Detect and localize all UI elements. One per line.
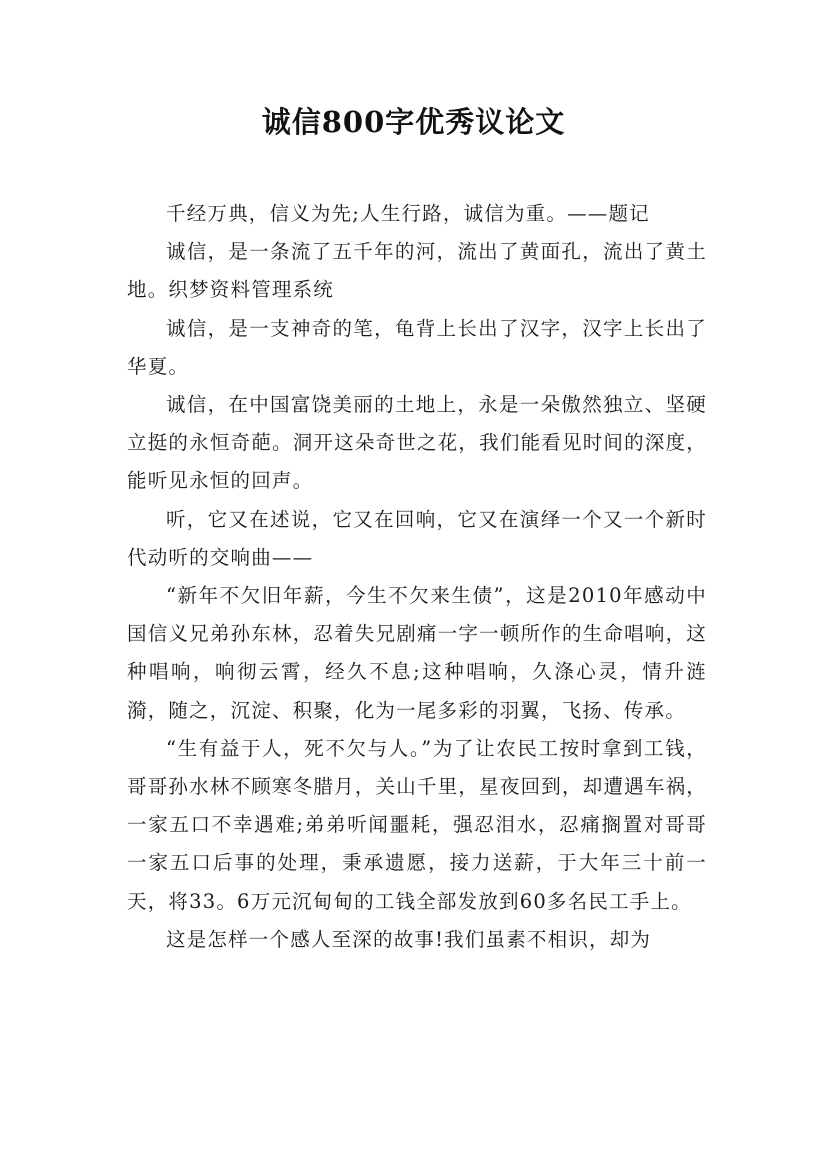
paragraph-touching-story: 这是怎样一个感人至深的故事!我们虽素不相识，却为 bbox=[166, 927, 652, 951]
paragraph-epigraph: 千经万典，信义为先;人生行路，诚信为重。——题记 bbox=[166, 202, 650, 225]
paragraph-flower: 诚信，在中国富饶美丽的土地上，永是一朵傲然独立、坚硬立挺的永恒奇葩。洞开这朵奇世之花，我们能看见时间的深度，能听见永恒的回声。 bbox=[127, 393, 707, 493]
paragraph-sun-shuilin: “生有益于人，死不欠与人。”为了让农民工按时拿到工钱，哥哥孙水林不顾寒冬腊月，关山千里，星夜回到，却遭遇车祸，一家五口不幸遇难;弟弟听闻噩耗，强忍泪水，忍痛搁置对哥哥一家五口后事的处理，秉承遗愿，接力送薪，于大年三十前一天，将33。6万元沉甸甸的工钱全部发放到60多名民工手上。 bbox=[127, 736, 707, 913]
document-title: 诚信800字优秀议论文 bbox=[261, 105, 566, 139]
paragraph-pen: 诚信，是一支神奇的笔，龟背上长出了汉字，汉字上长出了华夏。 bbox=[127, 316, 707, 378]
paragraph-river: 诚信，是一条流了五千年的河，流出了黄面孔，流出了黄土地。织梦资料管理系统 bbox=[127, 240, 707, 302]
document-body bbox=[127, 195, 707, 959]
paragraph-sun-donglin: “新年不欠旧年薪，今生不欠来生债”，这是2010年感动中国信义兄弟孙东林，忍着失兄剧痛一字一顿所作的生命唱响，这种唱响，响彻云霄，经久不息;这种唱响，久涤心灵，情升涟漪，随之，沉淀、积聚，化为一尾多彩的羽翼，飞扬、传承。 bbox=[127, 584, 707, 722]
paragraph-symphony: 听，它又在述说，它又在回响，它又在演绎一个又一个新时代动听的交响曲—— bbox=[127, 507, 707, 569]
